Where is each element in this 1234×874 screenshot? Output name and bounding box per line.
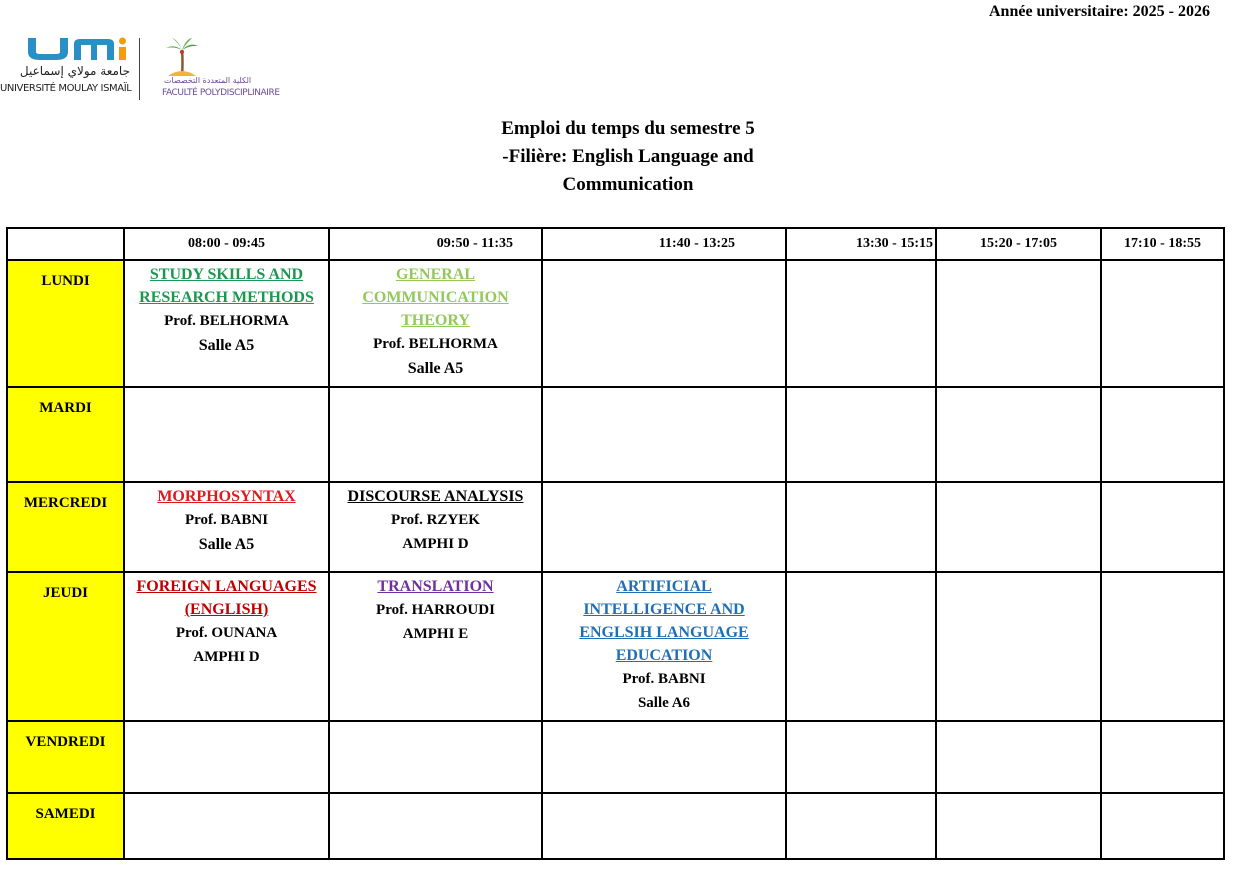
faculty-logo <box>152 34 280 104</box>
empty-cell <box>1101 572 1224 721</box>
title-line-1: Emploi du temps du semestre 5 <box>501 118 755 139</box>
empty-cell <box>542 721 786 793</box>
professor: Prof. HARROUDI <box>376 602 495 618</box>
slot-header-1: 08:00 - 09:45 <box>124 228 329 260</box>
day-samedi: SAMEDI <box>7 793 124 859</box>
empty-cell <box>124 721 329 793</box>
professor: Prof. RZYEK <box>391 512 480 528</box>
empty-cell <box>542 260 786 387</box>
professor: Prof. BELHORMA <box>373 336 498 352</box>
title-line-3: Communication <box>562 174 694 195</box>
empty-cell <box>936 721 1101 793</box>
course-title: DISCOURSE ANALYSIS <box>347 488 524 505</box>
room: Salle A5 <box>198 536 255 553</box>
empty-cell <box>1101 482 1224 572</box>
room: Salle A6 <box>637 695 691 711</box>
umi-logo <box>0 34 140 104</box>
row-mercredi <box>7 482 1224 572</box>
page-title <box>428 115 828 199</box>
course-title: MORPHOSYNTAX <box>157 488 296 505</box>
empty-cell <box>1101 721 1224 793</box>
session-mercredi-2 <box>329 482 542 572</box>
session-lundi-1 <box>124 260 329 387</box>
empty-cell <box>124 387 329 482</box>
faculty-arabic-name: الكلية المتعددة التخصصات <box>164 76 252 85</box>
empty-cell <box>329 793 542 859</box>
course-title: STUDY SKILLS AND RESEARCH METHODS <box>139 266 314 306</box>
course-title: GENERAL COMMUNICATION THEORY <box>362 266 509 329</box>
professor: Prof. OUNANA <box>175 625 278 641</box>
day-jeudi: JEUDI <box>7 572 124 721</box>
empty-cell <box>542 482 786 572</box>
course-title: TRANSLATION <box>377 578 494 595</box>
day-vendredi: VENDREDI <box>7 721 124 793</box>
professor: Prof. BELHORMA <box>164 313 289 329</box>
room: Salle A5 <box>198 337 255 354</box>
header-row <box>7 228 1224 260</box>
slot-header-2: 09:50 - 11:35 <box>329 228 542 260</box>
row-jeudi <box>7 572 1224 721</box>
umi-arabic-name: جامعة مولاي إسماعيل <box>19 64 130 78</box>
empty-cell <box>542 793 786 859</box>
course-title: FOREIGN LANGUAGES (ENGLISH) <box>136 578 317 618</box>
session-jeudi-3 <box>542 572 786 721</box>
row-mardi <box>7 387 1224 482</box>
day-lundi: LUNDI <box>7 260 124 387</box>
session-mercredi-1 <box>124 482 329 572</box>
empty-cell <box>542 387 786 482</box>
empty-cell <box>786 387 936 482</box>
empty-cell <box>936 260 1101 387</box>
empty-cell <box>936 793 1101 859</box>
umi-logo-icon <box>14 36 134 64</box>
empty-cell <box>786 721 936 793</box>
empty-cell <box>786 260 936 387</box>
room: AMPHI E <box>402 626 469 642</box>
room: AMPHI D <box>402 536 469 552</box>
empty-cell <box>1101 793 1224 859</box>
empty-cell <box>329 387 542 482</box>
professor: Prof. BABNI <box>184 512 269 528</box>
timetable <box>6 227 1225 860</box>
room: AMPHI D <box>193 649 260 665</box>
slot-header-5: 15:20 - 17:05 <box>936 228 1101 260</box>
empty-cell <box>936 482 1101 572</box>
session-jeudi-2 <box>329 572 542 721</box>
empty-cell <box>786 572 936 721</box>
empty-cell <box>124 793 329 859</box>
room: Salle A5 <box>407 360 464 377</box>
faculty-latin-name: FACULTÉ POLYDISCIPLINAIRE <box>162 88 280 98</box>
slot-header-3: 11:40 - 13:25 <box>542 228 786 260</box>
umi-latin-name: UNIVERSITÉ MOULAY ISMAÏL <box>0 83 132 94</box>
empty-cell <box>1101 260 1224 387</box>
day-mardi: MARDI <box>7 387 124 482</box>
empty-cell <box>786 793 936 859</box>
row-lundi <box>7 260 1224 387</box>
academic-year: Année universitaire: 2025 - 2026 <box>988 3 1210 20</box>
slot-header-6: 17:10 - 18:55 <box>1101 228 1224 260</box>
session-jeudi-1 <box>124 572 329 721</box>
professor: Prof. BABNI <box>622 671 706 687</box>
corner-cell <box>7 228 124 260</box>
palm-tree-icon <box>162 36 202 78</box>
title-line-2: -Filière: English Language and <box>502 146 754 167</box>
empty-cell <box>936 572 1101 721</box>
logo-divider <box>139 38 140 100</box>
empty-cell <box>936 387 1101 482</box>
empty-cell <box>1101 387 1224 482</box>
empty-cell <box>329 721 542 793</box>
empty-cell <box>786 482 936 572</box>
row-vendredi <box>7 721 1224 793</box>
slot-header-4: 13:30 - 15:15 <box>786 228 936 260</box>
day-mercredi: MERCREDI <box>7 482 124 572</box>
row-samedi <box>7 793 1224 859</box>
institution-logos <box>0 34 280 104</box>
course-title: ARTIFICIAL INTELLIGENCE AND ENGLSIH LANGUAGE EDUCATION <box>579 578 749 664</box>
session-lundi-2 <box>329 260 542 387</box>
